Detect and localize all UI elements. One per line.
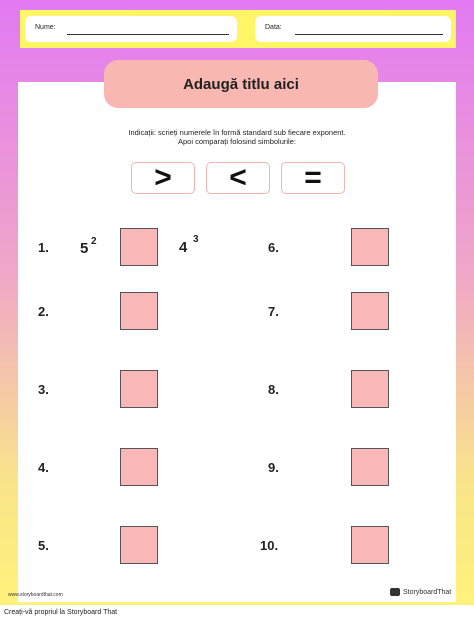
item-number-4: 4. [38, 460, 49, 475]
name-line [67, 34, 229, 35]
storyboardthat-logo-icon [390, 588, 400, 596]
answer-box-4[interactable] [120, 448, 158, 486]
item-number-3: 3. [38, 382, 49, 397]
item-number-8: 8. [268, 382, 279, 397]
worksheet-title[interactable]: Adaugă titlu aici [104, 60, 378, 108]
date-line [295, 34, 443, 35]
instructions-line-1: Indicații: scrieți numerele în formă standard sub fiecare exponent. [128, 128, 346, 137]
item-number-1: 1. [38, 240, 49, 255]
brand-logo [390, 588, 451, 596]
item-number-5: 5. [38, 538, 49, 553]
website-url[interactable]: www.storyboardthat.com [8, 592, 63, 598]
instructions [0, 128, 474, 146]
answer-box-8[interactable] [351, 370, 389, 408]
name-label: Nume: [35, 24, 56, 31]
answer-box-2[interactable] [120, 292, 158, 330]
item-number-9: 9. [268, 460, 279, 475]
answer-box-10[interactable] [351, 526, 389, 564]
answer-box-9[interactable] [351, 448, 389, 486]
item-number-2: 2. [38, 304, 49, 319]
brand-name: StoryboardThat [403, 588, 452, 596]
answer-box-1[interactable] [120, 228, 158, 266]
greater-than-symbol: > [131, 162, 195, 194]
answer-box-3[interactable] [120, 370, 158, 408]
example-exponent-1: 2 [91, 236, 97, 247]
footer-credit[interactable]: Creați-vă propriul la Storyboard That [4, 609, 118, 616]
item-number-6: 6. [268, 240, 279, 255]
header-bar [20, 10, 456, 48]
content-panel [18, 82, 456, 602]
answer-box-7[interactable] [351, 292, 389, 330]
example-exponent-2: 3 [193, 234, 199, 245]
less-than-symbol: < [206, 162, 270, 194]
equals-symbol: = [281, 162, 345, 194]
item-number-7: 7. [268, 304, 279, 319]
example-base-2: 4 [179, 239, 188, 256]
date-field[interactable] [255, 16, 451, 42]
example-base-1: 5 [80, 240, 89, 257]
item-number-10: 10. [260, 538, 279, 553]
answer-box-6[interactable] [351, 228, 389, 266]
instructions-line-2: Apoi comparați folosind simbolurile: [178, 137, 296, 146]
answer-box-5[interactable] [120, 526, 158, 564]
name-field[interactable] [25, 16, 237, 42]
date-label: Data: [265, 24, 282, 31]
